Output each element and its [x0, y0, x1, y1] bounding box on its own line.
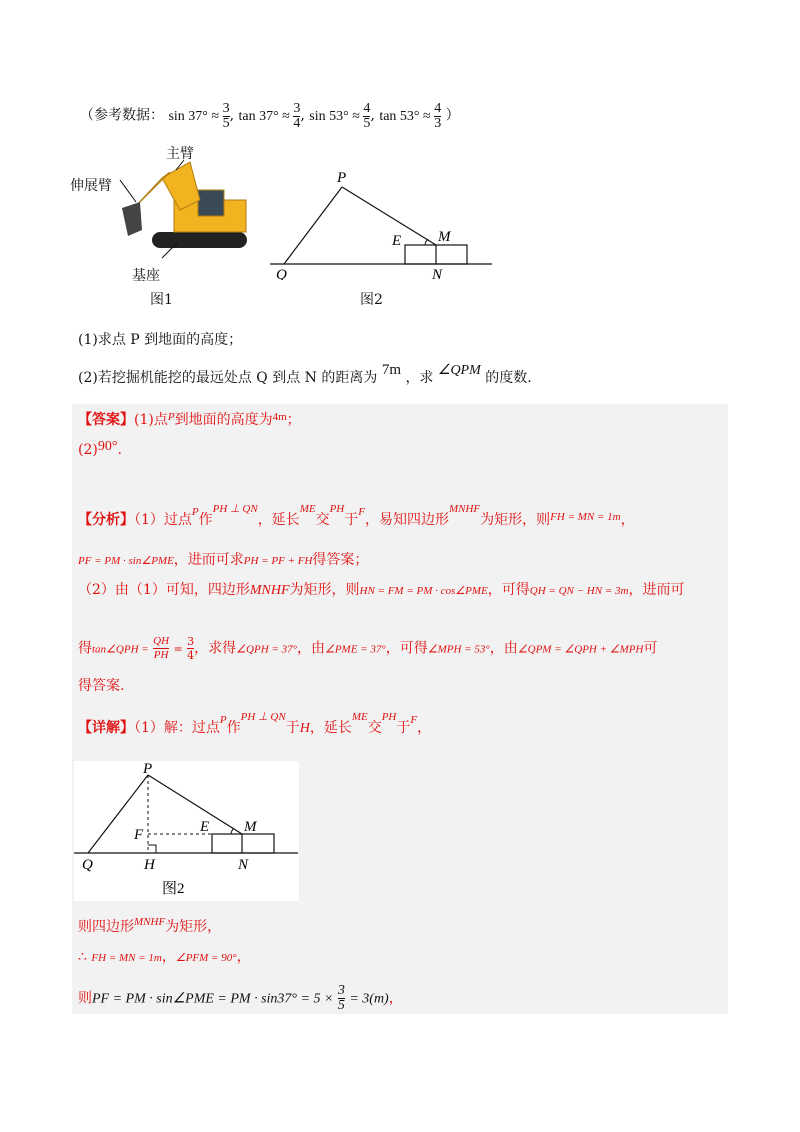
analysis-1-e: 于 [344, 512, 359, 528]
detail-1-a: （1）解：过点 [134, 720, 220, 736]
detail-4-then: 则 [78, 990, 92, 1007]
analysis-2-a: ，进而可求 [173, 552, 244, 568]
analysis-2-b: 得答案； [312, 552, 369, 568]
reference-prefix: （参考数据： [80, 107, 164, 124]
analysis-line-5: 得答案. [78, 678, 125, 694]
answer-1-point: P [167, 411, 175, 423]
analysis-tag: 【分析】 [78, 512, 134, 528]
detail-4-frac-3-5 [338, 984, 345, 1013]
analysis-4-PH: PH [153, 649, 169, 661]
segment-PM [342, 187, 436, 245]
detail-1-H: H [299, 721, 310, 736]
detail-point-H: H [144, 857, 155, 873]
detail-figure-caption: 图2 [162, 881, 185, 897]
detail-4-3: 3 [337, 983, 345, 998]
detail-point-E: E [200, 819, 210, 835]
analysis-line-2 [78, 550, 368, 571]
analysis-1-b: 作 [198, 512, 213, 528]
detail-1-g: ， [417, 720, 432, 736]
analysis-4-b: ，求得 [194, 640, 237, 657]
detail-2-a: 则四边形 [78, 919, 134, 935]
analysis-line-4 [78, 635, 657, 662]
detail-point-F: F [134, 827, 144, 843]
analysis-2-PH: PH = PF + FH [243, 555, 313, 567]
angle-arc-PME [425, 239, 428, 245]
analysis-1-P: P [191, 506, 199, 518]
answer-1-value: 4m [272, 411, 287, 423]
answer-1-prefix: (1)点 [134, 412, 168, 428]
analysis-4-QH: QH [153, 635, 170, 647]
analysis-3-QH: QH = QN − HN = 3m [529, 585, 629, 597]
figure-1-caption: 图1 [150, 292, 173, 308]
detail-base-rectangle [212, 834, 274, 853]
detail-3-therefore: ∴ [78, 949, 87, 965]
answer-1-end: ； [286, 412, 301, 428]
analysis-4-c: ，由 [296, 640, 325, 657]
detail-1-ME: ME [351, 711, 368, 723]
analysis-1-PH: PH [329, 503, 345, 515]
detail-point-M: M [244, 819, 257, 835]
detail-2-MNHF: MNHF [134, 916, 166, 928]
analysis-4-frac-QH-PH [153, 635, 169, 662]
analysis-4-QPH: ∠QPH = 37° [236, 643, 297, 656]
reference-tan53: tan 53° ≈ $\frac{4}{3}$ [379, 101, 442, 131]
detail-line-4 [78, 984, 403, 1013]
analysis-4-tan: tan∠QPH = [92, 643, 149, 656]
point-N: N [432, 267, 443, 280]
point-Q: Q [276, 267, 287, 280]
question-2-ask: ，求 [405, 370, 434, 386]
answer-line-2 [78, 440, 122, 461]
label-base: 基座 [132, 268, 160, 284]
analysis-line-3 [78, 580, 684, 601]
question-2-distance: 7m [381, 362, 401, 378]
detail-3-a: ， [161, 949, 176, 965]
analysis-1-f: ，易知四边形 [364, 512, 449, 528]
detail-4-5: 5 [337, 998, 345, 1013]
detail-1-F: F [410, 714, 418, 726]
detail-4-end: ， [388, 990, 403, 1007]
answer-2-end: . [117, 442, 122, 458]
answer-2-value: 90° [97, 439, 118, 454]
analysis-3-MNHF: MNHF [249, 583, 290, 598]
detail-1-perp: PH ⊥ QN [240, 711, 286, 723]
segment-QP [284, 187, 342, 264]
analysis-1-MNHF: MNHF [448, 503, 481, 515]
detail-tag: 【详解】 [78, 720, 134, 736]
answer-2-prefix: (2) [78, 442, 98, 458]
analysis-3-b: 为矩形，则 [289, 582, 360, 598]
analysis-3-c: ，可得 [487, 582, 530, 598]
reference-tan37: tan 37° ≈ $\frac{3}{4}$ [238, 101, 301, 131]
point-M: M [438, 229, 451, 245]
detail-3-PFM: ∠PFM = 90° [175, 952, 237, 964]
question-1: (1)求点 P 到地面的高度； [78, 332, 243, 348]
answer-line-1 [78, 410, 301, 431]
detail-1-P: P [219, 714, 227, 726]
analysis-1-c: ，延长 [257, 512, 300, 528]
excavator-cab [198, 190, 224, 216]
question-2 [78, 362, 532, 389]
analysis-4-eq: = [173, 642, 183, 656]
reference-sin37: sin 37° ≈ $\frac{3}{5}$ [168, 101, 230, 131]
analysis-3-d: ，进而可 [628, 582, 685, 598]
analysis-4-d: ，可得 [385, 640, 428, 657]
detail-1-f: 于 [396, 720, 411, 736]
excavator-bucket [122, 202, 142, 236]
reference-suffix: ） [445, 107, 460, 124]
analysis-4-a: 得 [78, 640, 92, 657]
analysis-1-d: 交 [315, 512, 330, 528]
analysis-4-4: 4 [187, 649, 195, 662]
analysis-4-MPH: ∠MPH = 53° [427, 643, 490, 656]
detail-segment-PM [148, 775, 242, 834]
question-2-end: 的度数. [485, 370, 532, 386]
detail-3-b: ， [236, 949, 251, 965]
analysis-1-FH: FH = MN = 1m [550, 511, 621, 523]
detail-1-d: ，延长 [309, 720, 352, 736]
excavator-illustration [70, 140, 260, 310]
excavator-boom [162, 162, 200, 210]
reference-data: （参考数据： sin 37° ≈ $\frac{3}{5}$ , tan 37° ≈ $\frac{3}{4}$ , sin 53° ≈ $\frac{4}{5}$ , tan 53° ≈ $\frac{4}{3}$ ） [80, 101, 460, 131]
reference-sin53: sin 53° ≈ $\frac{4}{5}$ [309, 101, 371, 131]
arm-label-pointer [120, 180, 136, 202]
figure-1-excavator [70, 140, 260, 310]
analysis-3-HN: HN = FM = PM · cos∠PME [359, 585, 488, 597]
analysis-2-PF: PF = PM · sin∠PME [78, 555, 174, 567]
analysis-1-ME: ME [299, 503, 316, 515]
label-boom: 主臂 [166, 146, 194, 162]
analysis-1-h: ， [620, 512, 635, 528]
analysis-1-g: 为矩形，则 [480, 512, 551, 528]
detail-figure-2 [74, 761, 299, 901]
detail-1-e: 交 [367, 720, 382, 736]
detail-2-b: 为矩形， [165, 919, 222, 935]
answer-1-mid: 到地面的高度为 [174, 412, 273, 428]
analysis-3-a: （2）由（1）可知，四边形 [78, 582, 250, 598]
detail-line-2 [78, 917, 221, 938]
point-E: E [392, 233, 402, 249]
detail-1-c: 于 [285, 720, 300, 736]
detail-4-result: = 3(m) [349, 991, 389, 1007]
analysis-4-QPM: ∠QPM = ∠QPH + ∠MPH [517, 643, 644, 656]
answer-tag: 【答案】 [78, 412, 134, 428]
analysis-1-perp: PH ⊥ QN [212, 503, 258, 515]
detail-point-N: N [238, 857, 249, 873]
question-2-text: (2)若挖掘机能挖的最远处点 Q 到点 N 的距离为 [78, 370, 378, 386]
analysis-4-3: 3 [187, 635, 195, 648]
excavator-tracks [152, 232, 247, 248]
analysis-1-a: （1）过点 [134, 512, 192, 528]
analysis-1-F: F [358, 506, 365, 518]
detail-1-PH: PH [381, 711, 397, 723]
detail-1-b: 作 [226, 720, 241, 736]
analysis-4-f: 可 [643, 640, 658, 657]
detail-line-3 [78, 947, 251, 968]
detail-4-PF: PF = PM · sin∠PME = PM · sin37° = 5 × [92, 991, 334, 1007]
figure-2-diagram [270, 165, 500, 315]
detail-point-P: P [143, 761, 153, 777]
detail-point-Q: Q [82, 857, 93, 873]
figure-2-svg [270, 165, 500, 280]
detail-figure-svg [74, 761, 299, 901]
analysis-4-PME: ∠PME = 37° [324, 643, 386, 656]
question-2-angle: ∠QPM [437, 363, 481, 378]
detail-3-FH: FH = MN = 1m [91, 952, 162, 964]
point-P: P [337, 170, 347, 186]
right-angle-mark-H [148, 845, 156, 853]
figure-2-caption: 图2 [360, 292, 383, 308]
detail-angle-arc [231, 828, 234, 834]
analysis-4-e: ，由 [489, 640, 518, 657]
label-arm: 伸展臂 [70, 178, 112, 194]
